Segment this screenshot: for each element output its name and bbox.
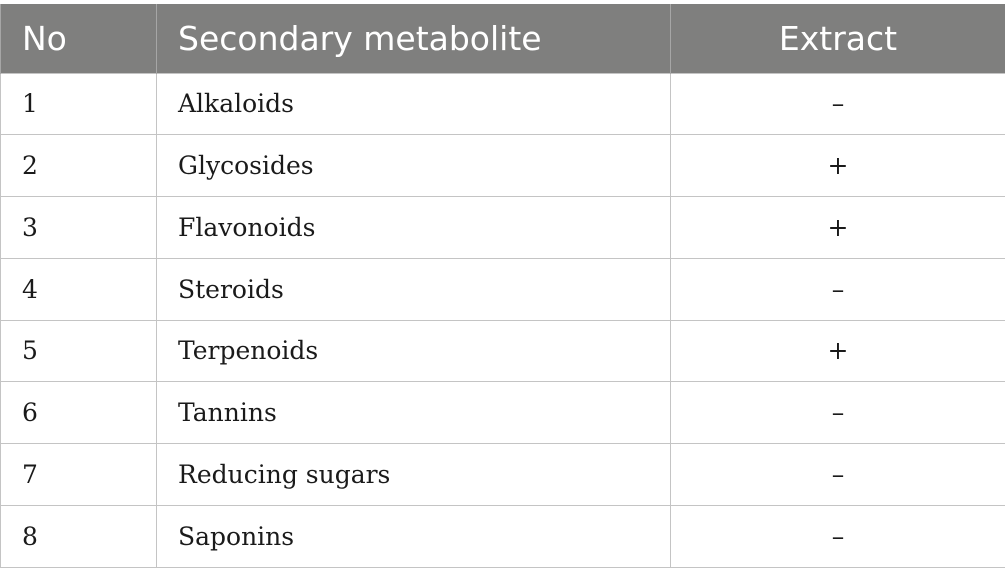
cell-extract: + (671, 135, 1005, 197)
cell-no: 2 (1, 135, 157, 197)
cell-metabolite: Steroids (157, 258, 671, 320)
cell-extract: + (671, 320, 1005, 382)
table-row (1, 444, 1005, 506)
table-row (1, 320, 1005, 382)
cell-metabolite: Reducing sugars (157, 444, 671, 506)
cell-extract: – (671, 258, 1005, 320)
cell-metabolite: Terpenoids (157, 320, 671, 382)
cell-metabolite: Saponins (157, 505, 671, 567)
cell-extract: + (671, 197, 1005, 259)
header-no: No (1, 4, 157, 73)
cell-metabolite: Alkaloids (157, 73, 671, 135)
table-row (1, 382, 1005, 444)
header-row (1, 4, 1005, 73)
cell-no: 1 (1, 73, 157, 135)
cell-metabolite: Tannins (157, 382, 671, 444)
cell-no: 8 (1, 505, 157, 567)
table-header (1, 4, 1005, 73)
cell-no: 7 (1, 444, 157, 506)
cell-extract: – (671, 73, 1005, 135)
table-row (1, 73, 1005, 135)
cell-metabolite: Flavonoids (157, 197, 671, 259)
cell-no: 5 (1, 320, 157, 382)
metabolite-table (0, 4, 1005, 568)
cell-metabolite: Glycosides (157, 135, 671, 197)
table-row (1, 197, 1005, 259)
cell-extract: – (671, 505, 1005, 567)
table-row (1, 135, 1005, 197)
header-extract: Extract (671, 4, 1005, 73)
table-row (1, 258, 1005, 320)
cell-extract: – (671, 444, 1005, 506)
cell-no: 3 (1, 197, 157, 259)
header-secondary-metabolite: Secondary metabolite (157, 4, 671, 73)
cell-no: 4 (1, 258, 157, 320)
table-row (1, 505, 1005, 567)
cell-extract: – (671, 382, 1005, 444)
cell-no: 6 (1, 382, 157, 444)
table-body (1, 73, 1005, 567)
